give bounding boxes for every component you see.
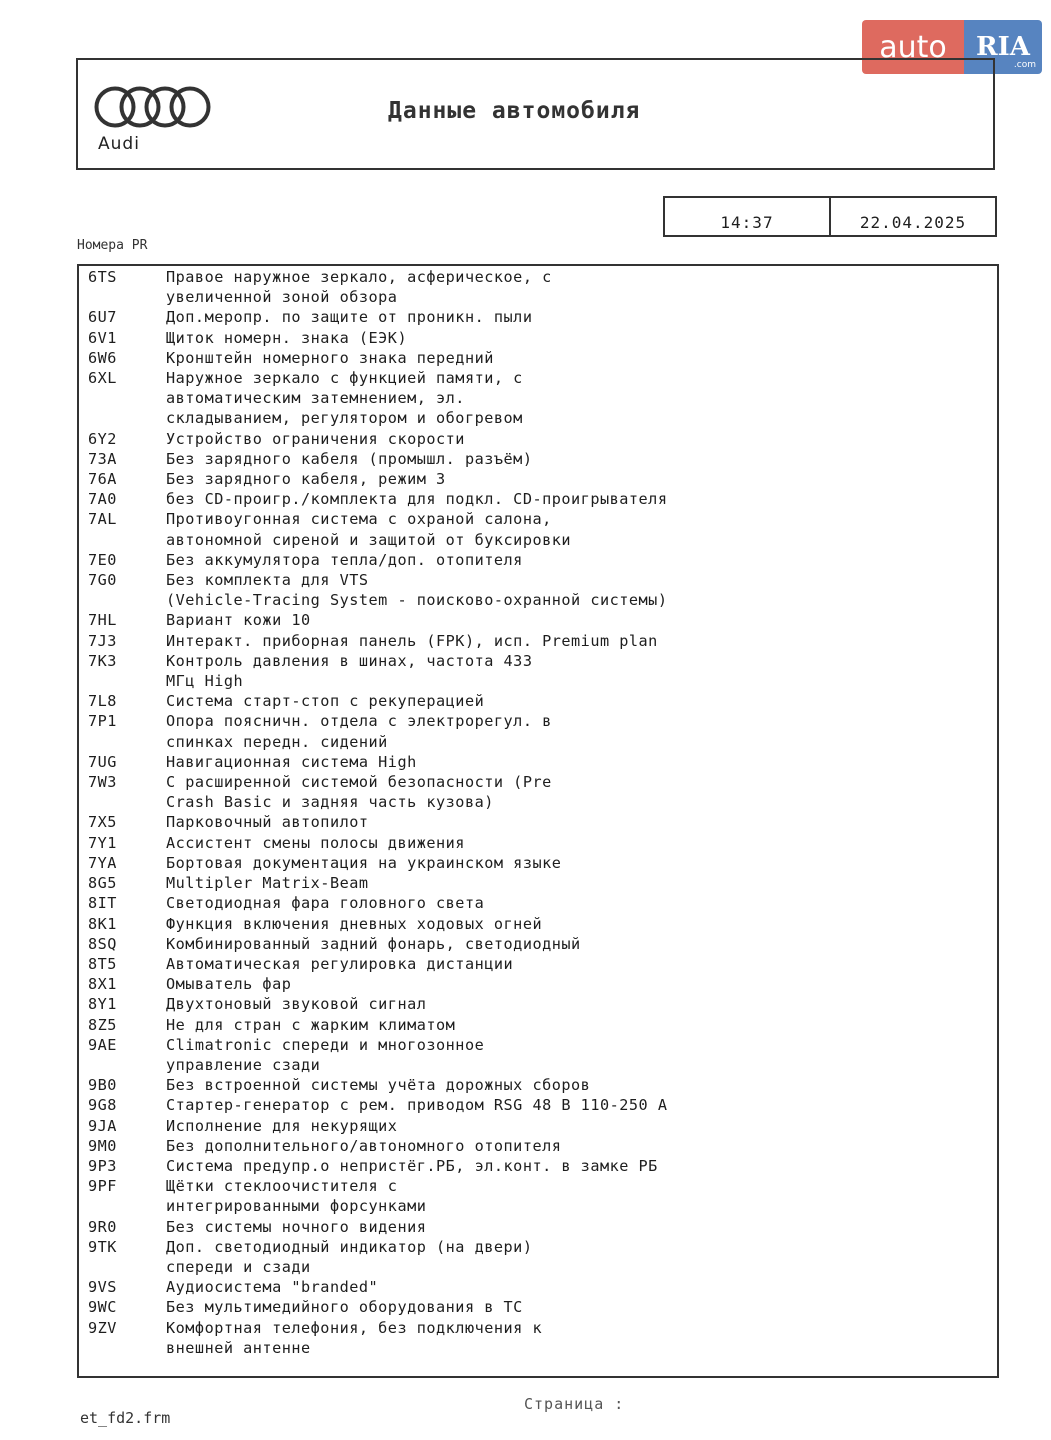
pr-description: Автоматическая регулировка дистанции: [166, 954, 514, 973]
pr-code: 7Y1: [88, 833, 117, 852]
pr-code-row: [88, 954, 987, 974]
page-title: Данные автомобиля: [388, 98, 641, 124]
pr-description: Двухтоновый звуковой сигнал: [166, 995, 427, 1014]
brand-name: Audi: [98, 134, 140, 154]
pr-code-row: [88, 1318, 987, 1358]
pr-description: Доп.меропр. по защите от проникн. пыли: [166, 308, 533, 327]
pr-description: Без зарядного кабеля (промышл. разъём): [166, 449, 533, 468]
pr-code-row: [88, 651, 987, 691]
pr-description: Кронштейн номерного знака передний: [166, 348, 494, 367]
pr-code: 7AL: [88, 510, 117, 529]
pr-description: Не для стран с жарким климатом: [166, 1015, 456, 1034]
pr-description: Исполнение для некурящих: [166, 1116, 398, 1135]
pr-code: 9TK: [88, 1237, 117, 1256]
page-number-label: Страница :: [524, 1395, 625, 1413]
pr-code-row: [88, 267, 987, 307]
pr-code-row: [88, 449, 987, 469]
pr-description: Доп. светодиодный индикатор (на двери) спереди и сзади: [166, 1237, 533, 1276]
document-header: [76, 58, 995, 170]
pr-code: 8Y1: [88, 995, 117, 1014]
pr-code: 9M0: [88, 1136, 117, 1155]
pr-code: 9G8: [88, 1096, 117, 1115]
pr-code-row: [88, 994, 987, 1014]
pr-code-row: [88, 812, 987, 832]
pr-description: Multipler Matrix-Beam: [166, 874, 369, 893]
pr-description: Без комплекта для VTS (Vehicle-Tracing System - поисково-охранной системы): [166, 571, 668, 610]
pr-code: 6TS: [88, 268, 117, 286]
pr-code: 8SQ: [88, 934, 117, 953]
pr-description: Без мультимедийного оборудования в ТС: [166, 1298, 523, 1317]
pr-code-row: [88, 873, 987, 893]
pr-description: Комфортная телефония, без подключения к внешней антенне: [166, 1318, 543, 1357]
pr-code-row: [88, 853, 987, 873]
pr-code-row: [88, 631, 987, 651]
pr-description: Без встроенной системы учёта дорожных сборов: [166, 1076, 591, 1095]
pr-description: Без дополнительного/автономного отопителя: [166, 1136, 562, 1155]
pr-description: Без системы ночного видения: [166, 1217, 427, 1236]
pr-code-row: [88, 307, 987, 327]
pr-code-row: [88, 429, 987, 449]
pr-description: Система старт-стоп с рекуперацией: [166, 692, 485, 711]
pr-code-row: [88, 348, 987, 368]
pr-code-row: [88, 550, 987, 570]
pr-code-row: [88, 1136, 987, 1156]
pr-description: Щиток номерн. знака (ЕЭК): [166, 328, 408, 347]
pr-code: 6XL: [88, 369, 117, 388]
pr-description: Щётки стеклоочистителя с интегрированными форсунками: [166, 1177, 427, 1216]
pr-code: 7J3: [88, 631, 117, 650]
pr-code-row: [88, 328, 987, 348]
pr-description: Навигационная система High: [166, 752, 417, 771]
pr-code-row: [88, 974, 987, 994]
pr-code: 6W6: [88, 348, 117, 367]
pr-code: 7UG: [88, 752, 117, 771]
watermark-auto: auto: [862, 20, 964, 74]
pr-code-row: [88, 1095, 987, 1115]
pr-code-row: [88, 1015, 987, 1035]
pr-code: 73A: [88, 449, 117, 468]
section-label: Номера PR: [77, 238, 148, 253]
pr-code-row: [88, 1075, 987, 1095]
pr-code-row: [88, 1035, 987, 1075]
pr-code: 7P1: [88, 712, 117, 731]
pr-code-row: [88, 934, 987, 954]
pr-code: 9R0: [88, 1217, 117, 1236]
pr-code-row: [88, 1277, 987, 1297]
pr-code-row: [88, 1237, 987, 1277]
pr-description: Без аккумулятора тепла/доп. отопителя: [166, 550, 523, 569]
pr-description: Функция включения дневных ходовых огней: [166, 914, 543, 933]
pr-code-row: [88, 893, 987, 913]
pr-codes-list: [88, 267, 987, 1358]
pr-code: 6U7: [88, 308, 117, 327]
pr-code: 8G5: [88, 874, 117, 893]
pr-description: Комбинированный задний фонарь, светодиодный: [166, 934, 581, 953]
pr-code: 7E0: [88, 550, 117, 569]
pr-code: 7HL: [88, 611, 117, 630]
pr-code: 7A0: [88, 490, 117, 509]
pr-description: Контроль давления в шинах, частота 433 МГц High: [166, 651, 533, 691]
pr-code-row: [88, 711, 987, 751]
pr-code-row: [88, 772, 987, 812]
pr-code-row: [88, 914, 987, 934]
pr-code-row: [88, 691, 987, 711]
pr-description: Вариант кожи 10: [166, 611, 311, 630]
pr-code: 6Y2: [88, 429, 117, 448]
pr-code: 7L8: [88, 692, 117, 711]
pr-code-row: [88, 1156, 987, 1176]
form-id: et_fd2.frm: [80, 1409, 171, 1427]
pr-description: Опора поясничн. отдела с электрорегул. в спинках передн. сидений: [166, 712, 552, 751]
pr-description: Без зарядного кабеля, режим 3: [166, 470, 446, 489]
pr-code: 9P3: [88, 1156, 117, 1175]
pr-code-row: [88, 1116, 987, 1136]
pr-code: 9VS: [88, 1278, 117, 1297]
pr-description: Противоугонная система с охраной салона, автономной сиреной и защитой от буксировки: [166, 510, 572, 549]
pr-code-row: [88, 489, 987, 509]
pr-description: Правое наружное зеркало, асферическое, с увеличенной зоной обзора: [166, 268, 552, 307]
pr-code: 9WC: [88, 1298, 117, 1317]
pr-code: 8T5: [88, 954, 117, 973]
pr-description: Система предупр.о непристёг.РБ, эл.конт. в замке РБ: [166, 1156, 658, 1175]
pr-code: 8X1: [88, 975, 117, 994]
pr-description: С расширенной системой безопасности (Pre Crash Basic и задняя часть кузова): [166, 773, 552, 812]
pr-description: без CD-проигр./комплекта для подкл. CD-проигрывателя: [166, 490, 668, 509]
pr-description: Устройство ограничения скорости: [166, 429, 465, 448]
pr-description: Парковочный автопилот: [166, 813, 369, 832]
pr-code-row: [88, 570, 987, 610]
print-date: 22.04.2025: [859, 213, 967, 232]
audi-rings-logo: [93, 84, 213, 130]
timestamp-box: [663, 196, 997, 237]
pr-code-row: [88, 368, 987, 429]
pr-description: Бортовая документация на украинском языке: [166, 853, 562, 872]
watermark-ria-text: RIA: [976, 32, 1030, 62]
pr-code-row: [88, 1176, 987, 1216]
pr-code: 9PF: [88, 1177, 117, 1196]
pr-code: 7YA: [88, 853, 117, 872]
print-time: 14:37: [665, 198, 831, 235]
pr-code-row: [88, 469, 987, 489]
pr-code: 8Z5: [88, 1015, 117, 1034]
pr-code: 8K1: [88, 914, 117, 933]
pr-codes-table: [77, 264, 999, 1378]
pr-description: Аудиосистема "branded": [166, 1278, 379, 1297]
pr-code: 8IT: [88, 894, 117, 913]
pr-code: 9ZV: [88, 1318, 117, 1337]
pr-code: 7G0: [88, 571, 117, 590]
pr-code: 9B0: [88, 1076, 117, 1095]
pr-description: Стартер-генератор с рем. приводом RSG 48 В 110-250 А: [166, 1096, 668, 1115]
pr-code: 7K3: [88, 651, 117, 670]
pr-code: 6V1: [88, 328, 117, 347]
pr-code-row: [88, 752, 987, 772]
pr-description: Омыватель фар: [166, 975, 292, 994]
watermark-com: .com: [1013, 60, 1036, 70]
pr-description: Наружное зеркало с функцией памяти, с автоматическим затемнением, эл. складыванием, регулятором и обогревом: [166, 369, 523, 428]
pr-code-row: [88, 1297, 987, 1317]
pr-code: 7W3: [88, 773, 117, 792]
pr-code-row: [88, 833, 987, 853]
pr-description: Интеракт. приборная панель (FPK), исп. Premium plan: [166, 631, 658, 650]
pr-description: Climatronic спереди и многозонное управление сзади: [166, 1035, 485, 1074]
pr-code-row: [88, 610, 987, 630]
pr-description: Светодиодная фара головного света: [166, 894, 485, 913]
pr-code-row: [88, 1217, 987, 1237]
pr-code: 9AE: [88, 1035, 117, 1054]
pr-description: Ассистент смены полосы движения: [166, 833, 465, 852]
pr-code-row: [88, 509, 987, 549]
pr-code: 76A: [88, 470, 117, 489]
pr-code: 9JA: [88, 1116, 117, 1135]
pr-code: 7X5: [88, 813, 117, 832]
